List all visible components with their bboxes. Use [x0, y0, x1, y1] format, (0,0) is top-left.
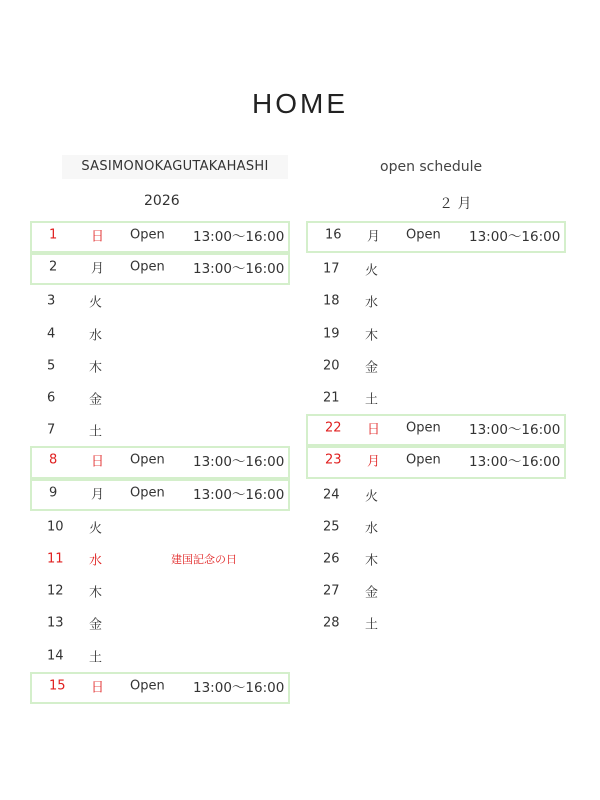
day-number: 8: [49, 452, 58, 468]
opening-hours: 13:00〜16:00: [193, 679, 285, 696]
day-number: 12: [47, 583, 64, 599]
weekday-label: 木: [365, 553, 379, 569]
day-row: [30, 511, 290, 543]
year-label: 2026: [144, 193, 180, 209]
schedule-column-left: [30, 221, 290, 704]
open-status: Open: [406, 420, 441, 436]
open-day-row: [30, 672, 290, 704]
weekday-label: 水: [365, 521, 379, 537]
day-number: 17: [323, 261, 340, 277]
day-number: 4: [47, 326, 56, 342]
day-number: 18: [323, 293, 340, 309]
month-label: ２ 月: [439, 196, 472, 212]
weekday-label: 水: [365, 295, 379, 311]
open-day-row: [306, 414, 566, 446]
open-day-row: [30, 446, 290, 478]
weekday-label: 日: [91, 229, 105, 245]
day-row: [30, 350, 290, 382]
day-row: [306, 318, 566, 350]
open-status: Open: [406, 227, 441, 243]
day-number: 6: [47, 390, 56, 406]
day-row: [30, 575, 290, 607]
day-row: [306, 575, 566, 607]
home-logo[interactable]: HOME: [252, 88, 348, 119]
day-number: 21: [323, 390, 340, 406]
weekday-label: 木: [365, 328, 379, 344]
weekday-label: 月: [91, 487, 105, 503]
weekday-label: 金: [89, 617, 103, 633]
opening-hours: 13:00〜16:00: [469, 229, 561, 246]
weekday-label: 木: [89, 585, 103, 601]
schedule-title: open schedule: [380, 159, 483, 175]
day-row: [30, 639, 290, 671]
weekday-label: 土: [89, 650, 103, 666]
schedule-column-right: [306, 221, 566, 639]
open-status: Open: [130, 485, 165, 501]
day-number: 28: [323, 615, 340, 631]
weekday-label: 木: [89, 360, 103, 376]
day-row: [30, 607, 290, 639]
day-number: 13: [47, 615, 64, 631]
weekday-label: 土: [89, 424, 103, 440]
day-row: [306, 350, 566, 382]
day-number: 19: [323, 326, 340, 342]
opening-hours: 13:00〜16:00: [469, 454, 561, 471]
day-row: [30, 382, 290, 414]
day-row: [306, 382, 566, 414]
day-number: 27: [323, 583, 340, 599]
weekday-label: 火: [365, 489, 379, 505]
day-row: [30, 414, 290, 446]
opening-hours: 13:00〜16:00: [469, 422, 561, 439]
weekday-label: 日: [367, 422, 381, 438]
day-number: 11: [47, 551, 64, 567]
day-number: 1: [49, 227, 58, 243]
day-row: [306, 511, 566, 543]
open-status: Open: [130, 259, 165, 275]
day-row: [306, 253, 566, 285]
weekday-label: 火: [365, 263, 379, 279]
weekday-label: 火: [89, 295, 103, 311]
weekday-label: 金: [89, 392, 103, 408]
weekday-label: 月: [91, 261, 105, 277]
day-number: 25: [323, 519, 340, 535]
brand-name: SASIMONOKAGUTAKAHASHI: [62, 155, 288, 179]
weekday-label: 月: [367, 454, 381, 470]
holiday-note: 建国記念の日: [171, 552, 237, 566]
day-number: 14: [47, 648, 64, 664]
weekday-label: 金: [365, 585, 379, 601]
weekday-label: 水: [89, 553, 103, 569]
day-number: 26: [323, 551, 340, 567]
day-row: [306, 285, 566, 317]
weekday-label: 金: [365, 360, 379, 376]
open-status: Open: [130, 452, 165, 468]
weekday-label: 水: [89, 328, 103, 344]
opening-hours: 13:00〜16:00: [193, 229, 285, 246]
day-row: [30, 543, 290, 575]
open-day-row: [306, 446, 566, 478]
opening-hours: 13:00〜16:00: [193, 486, 285, 503]
weekday-label: 土: [365, 392, 379, 408]
opening-hours: 13:00〜16:00: [193, 261, 285, 278]
day-number: 16: [325, 227, 342, 243]
day-number: 2: [49, 259, 58, 275]
open-status: Open: [130, 227, 165, 243]
day-number: 15: [49, 678, 66, 694]
open-day-row: [30, 221, 290, 253]
open-day-row: [30, 253, 290, 285]
weekday-label: 日: [91, 454, 105, 470]
day-number: 7: [47, 422, 56, 438]
day-row: [306, 543, 566, 575]
day-number: 20: [323, 358, 340, 374]
day-row: [306, 607, 566, 639]
weekday-label: 月: [367, 229, 381, 245]
day-number: 23: [325, 452, 342, 468]
day-number: 10: [47, 519, 64, 535]
day-number: 3: [47, 293, 56, 309]
day-number: 22: [325, 420, 342, 436]
weekday-label: 土: [365, 617, 379, 633]
day-number: 24: [323, 487, 340, 503]
opening-hours: 13:00〜16:00: [193, 454, 285, 471]
day-number: 9: [49, 485, 58, 501]
day-number: 5: [47, 358, 56, 374]
open-day-row: [306, 221, 566, 253]
open-status: Open: [406, 452, 441, 468]
day-row: [30, 285, 290, 317]
day-row: [30, 318, 290, 350]
day-row: [306, 479, 566, 511]
open-day-row: [30, 479, 290, 511]
open-status: Open: [130, 678, 165, 694]
weekday-label: 日: [91, 680, 105, 696]
weekday-label: 火: [89, 521, 103, 537]
